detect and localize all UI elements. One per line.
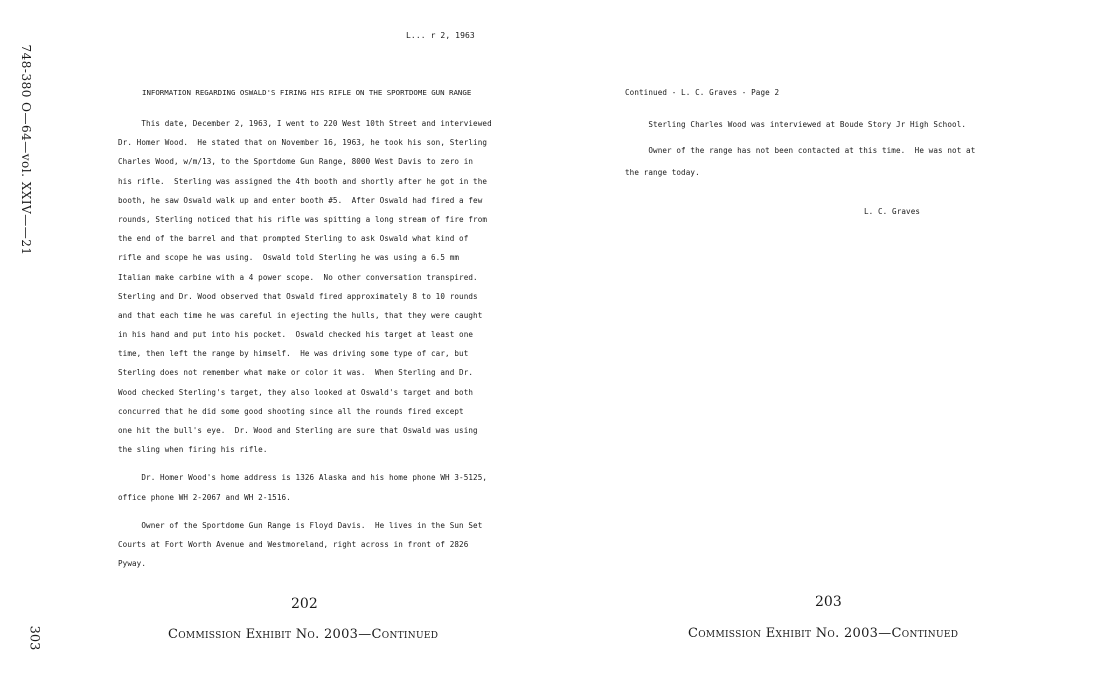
paragraph-2 [625,140,1005,184]
text-line: the range today. [625,168,700,177]
right-page-number: 203 [815,594,842,610]
right-page-body [625,114,1005,184]
document-date: L... r 2, 1963 [406,31,475,40]
right-exhibit-caption: Commission Exhibit No. 2003—Continued [688,626,959,641]
signature: L. C. Graves [864,207,921,216]
paragraph-3 [118,516,508,574]
text-line: Sterling Charles Wood was interviewed at Boude Story Jr High School. [625,120,967,129]
text-line: concurred that he did some good shooting since all the rounds fired except [118,406,464,416]
text-line: office phone WH 2-2067 and WH 2-1516. [118,492,291,502]
text-line: rounds, Sterling noticed that his rifle was spitting a long stream of fire from [118,214,488,224]
text-line: in his hand and put into his pocket. Oswald checked his target at least one [118,330,474,340]
text-line: Dr. Homer Wood's home address is 1326 Alaska and his home phone WH 3-5125, [118,473,488,483]
text-line: Pyway. [118,559,147,569]
left-exhibit-caption: Commission Exhibit No. 2003—Continued [168,627,439,642]
text-line: the sling when firing his rifle. [118,445,268,455]
text-line: his rifle. Sterling was assigned the 4th booth and shortly after he got in the [118,176,488,186]
text-line: Italian make carbine with a 4 power scope. No other conversation transpired. [118,272,478,282]
text-line: Owner of the range has not been contacted at this time. He was not at [625,146,976,155]
text-line: Sterling does not remember what make or color it was. When Sterling and Dr. [118,368,474,378]
text-line: rifle and scope he was using. Oswald told Sterling he was using a 6.5 mm [118,253,460,263]
text-line: Wood checked Sterling's target, they also looked at Oswald's target and both [118,387,474,397]
left-page-number: 202 [291,596,318,612]
paragraph-1 [118,114,508,459]
text-line: Charles Wood, w/m/13, to the Sportdome Gun Range, 8000 West Davis to zero in [118,157,474,167]
text-line: Courts at Fort Worth Avenue and Westmoreland, right across in front of 2826 [118,539,469,549]
paragraph-1 [625,114,1005,136]
report-heading: INFORMATION REGARDING OSWALD'S FIRING HIS RIFLE ON THE SPORTDOME GUN RANGE [142,88,472,97]
margin-page-number: 303 [26,625,42,651]
paragraph-2 [118,468,508,506]
continued-header: Continued - L. C. Graves - Page 2 [625,88,780,97]
text-line: and that each time he was careful in ejecting the hulls, that they were caught [118,310,483,320]
text-line: This date, December 2, 1963, I went to 220 West 10th Street and interviewed [118,119,492,128]
text-line: Dr. Homer Wood. He stated that on November 16, 1963, he took his son, Sterling [118,138,488,148]
text-line: Sterling and Dr. Wood observed that Oswald fired approximately 8 to 10 rounds [118,291,478,301]
text-line: time, then left the range by himself. He was driving some type of car, but [118,349,469,359]
margin-printing-note: 748-380 O—64—vol. XXIV——21 [19,44,33,256]
text-line: booth, he saw Oswald walk up and enter booth #5. After Oswald had fired a few [118,195,483,205]
text-line: the end of the barrel and that prompted Sterling to ask Oswald what kind of [118,234,469,244]
left-page-body [118,114,508,573]
text-line: one hit the bull's eye. Dr. Wood and Sterling are sure that Oswald was using [118,426,478,435]
text-line: Owner of the Sportdome Gun Range is Floyd Davis. He lives in the Sun Set [118,520,483,530]
